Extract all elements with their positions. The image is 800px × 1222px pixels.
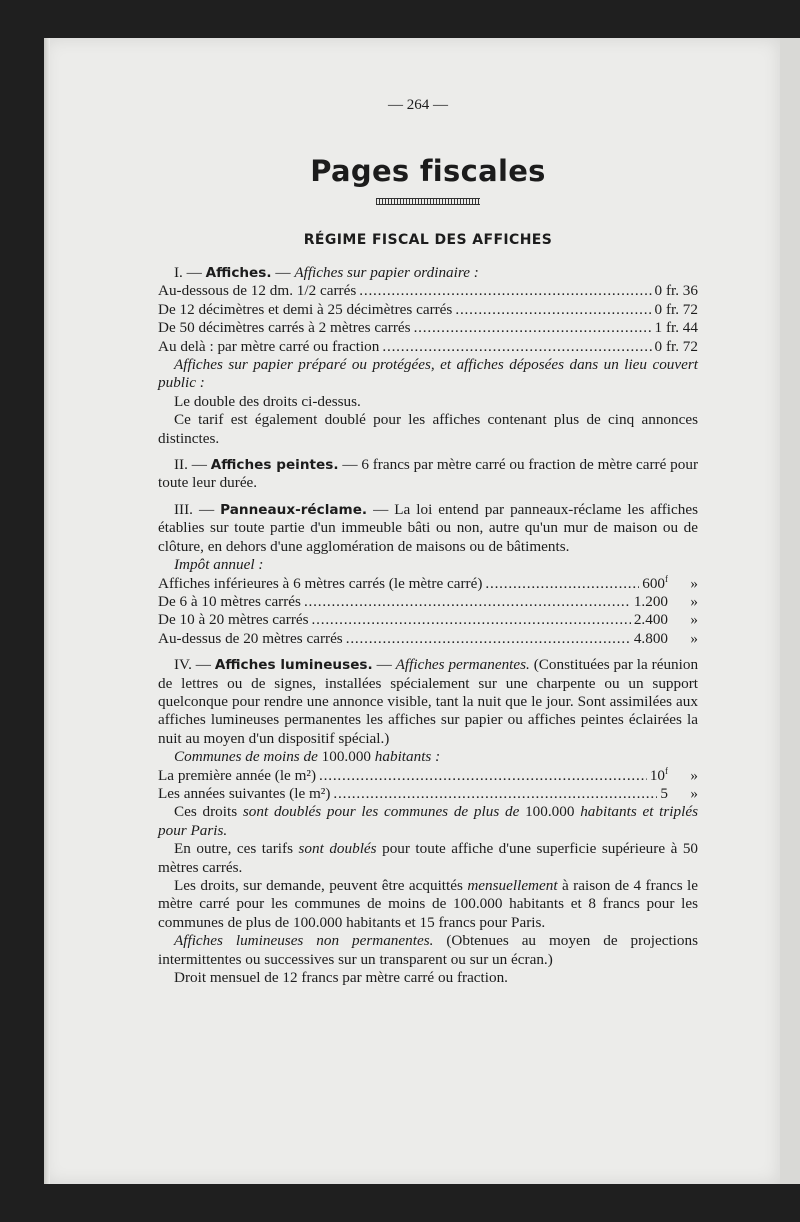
section-number: II. — [174, 456, 207, 474]
paragraph [158, 656, 698, 748]
section-dash: — [275, 264, 291, 281]
section-affiches [158, 264, 698, 448]
tariff-label: Au delà : par mètre carré ou fraction [158, 337, 380, 355]
subheading-text: Communes de moins de [174, 748, 318, 766]
tariff-row [158, 319, 698, 337]
tariff-value: 0 fr. 72 [654, 300, 698, 318]
paragraph: Le double des droits ci-dessus. [174, 392, 361, 410]
tariff-label: De 10 à 20 mètres carrés [158, 611, 309, 629]
section-title: Panneaux-réclame. [220, 501, 368, 518]
section-panneaux-reclame [158, 501, 698, 648]
section-text: — 6 francs par mètre carré ou fraction de mètre carré pour toute leur durée. [158, 456, 699, 492]
page-number: — 264 — [388, 97, 448, 113]
section-subheading: Impôt annuel : [174, 556, 264, 574]
section-heading [158, 264, 698, 282]
section-title: Affiches. [205, 265, 272, 281]
section-affiches-peintes [158, 456, 698, 493]
section-text: — La loi entend par panneaux-réclame les affiches établies sur toute partie d'un immeuble bâti ou non, autre qu'un mur de maison ou de clôture, en dehors d'une agglomération de maisons ou de bâtiments. [158, 500, 699, 555]
leader-dots [312, 611, 631, 629]
section-affiches-lumineuses [158, 656, 698, 987]
tariff-value: 1.200 [633, 592, 668, 610]
subheading-number: 100.000 [321, 748, 371, 766]
paragraph: En outre, ces tarifs sont doublés pour toute affiche d'une superficie supérieure à 50 mètres carrés. [158, 840, 699, 876]
page-right-margin [780, 38, 800, 1184]
paragraph: Les droits, sur demande, peuvent être acquittés mensuellement à raison de 4 francs le mètre carré pour les communes de moins de 100.000 habitants et 8 francs pour les communes de plus de 100.000 habitants et 15 francs pour Paris. [158, 877, 699, 931]
tariff-row [158, 301, 698, 319]
tariff-value: 0 fr. 36 [654, 282, 698, 300]
leader-dots [382, 338, 651, 356]
leader-dots [485, 575, 639, 593]
paragraph: Ce tarif est également doublé pour les affiches contenant plus de cinq annonces distinctes. [158, 411, 698, 447]
leader-dots [304, 593, 631, 611]
italic-paragraph: Affiches sur papier préparé ou protégées, et affiches déposées dans un lieu couvert public : [158, 356, 698, 392]
tariff-label: De 50 décimètres carrés à 2 mètres carrés [158, 319, 411, 337]
tariff-unit: » [690, 766, 698, 784]
section-number: IV. — [174, 656, 211, 674]
section-number: III. — [174, 500, 215, 518]
section-subheading: Affiches sur papier ordinaire : [294, 264, 479, 281]
tariff-row [158, 593, 698, 611]
tariff-unit: » [690, 592, 698, 610]
paragraph: Droit mensuel de 12 francs par mètre carré ou fraction. [174, 969, 508, 987]
subheading-text: habitants : [374, 748, 441, 766]
section-title: Affiches lumineuses. [214, 657, 373, 674]
leader-dots [319, 767, 647, 785]
tariff-row [158, 282, 698, 300]
tariff-unit: » [690, 784, 698, 802]
paragraph: Ces droits sont doublés pour les communes de plus de 100.000 habitants et triplés pour Paris. [158, 803, 698, 839]
tariff-row [158, 630, 698, 648]
section-title: Affiches peintes. [210, 457, 339, 474]
tariff-label: Au-dessous de 12 dm. 1/2 carrés [158, 282, 357, 300]
leader-dots [333, 785, 657, 803]
tariff-row [158, 575, 698, 593]
tariff-value: 5 [660, 784, 668, 802]
section-subtitle: RÉGIME FISCAL DES AFFICHES [303, 232, 553, 248]
page-title: Pages fiscales [310, 154, 546, 188]
communes-subheading [158, 748, 698, 766]
tariff-value: 2.400 [633, 611, 668, 629]
tariff-label: De 6 à 10 mètres carrés [158, 592, 301, 610]
tariff-label: De 12 décimètres et demi à 25 décimètres carrés [158, 300, 453, 318]
leader-dots [359, 282, 651, 300]
tariff-value: 4.800 [633, 629, 668, 647]
tariff-row [158, 785, 698, 803]
tariff-unit: » [690, 574, 698, 592]
section-subheading: Affiches permanentes. [395, 656, 530, 674]
paragraph: Affiches lumineuses non permanentes. (Obtenues au moyen de projections intermittentes ou successives sur un transparent ou sur un écran.) [158, 932, 698, 968]
tariff-row [158, 611, 698, 629]
paragraph [158, 501, 698, 556]
page-content [158, 96, 698, 987]
tariff-row [158, 338, 698, 356]
leader-dots [455, 301, 651, 319]
section-text: (Constituées par la réunion de lettres ou de signes, installées spécialement sur une charpente ou un support quelconque pour rendre une annonce visible, tant la nuit que le jour. Sont assimilées aux affiches lumineuses permanentes les affiches sur papier ou affiches peintes éclairées la nuit au moyen d'un dispositif spécial.) [158, 656, 699, 747]
tariff-label: Affiches inférieures à 6 mètres carrés (le mètre carré) [158, 574, 483, 592]
leader-dots [414, 319, 652, 337]
tariff-label: La première année (le m²) [158, 766, 317, 784]
section-number: I. — [174, 264, 202, 281]
tariff-value: 1 fr. 44 [654, 319, 698, 337]
leader-dots [346, 630, 631, 648]
page-binding-edge [44, 38, 50, 1184]
tariff-unit: » [690, 629, 698, 647]
tariff-label: Les années suivantes (le m²) [158, 784, 331, 802]
tariff-value: 600$^f$ [642, 573, 668, 592]
paragraph [158, 456, 698, 493]
section-dash: — [376, 656, 392, 674]
tariff-value: 10$^f$ [649, 765, 668, 784]
tariff-unit: » [690, 611, 698, 629]
tariff-label: Au-dessus de 20 mètres carrés [158, 629, 343, 647]
tariff-row [158, 767, 698, 785]
title-underline [376, 198, 480, 205]
tariff-value: 0 fr. 72 [654, 337, 698, 355]
